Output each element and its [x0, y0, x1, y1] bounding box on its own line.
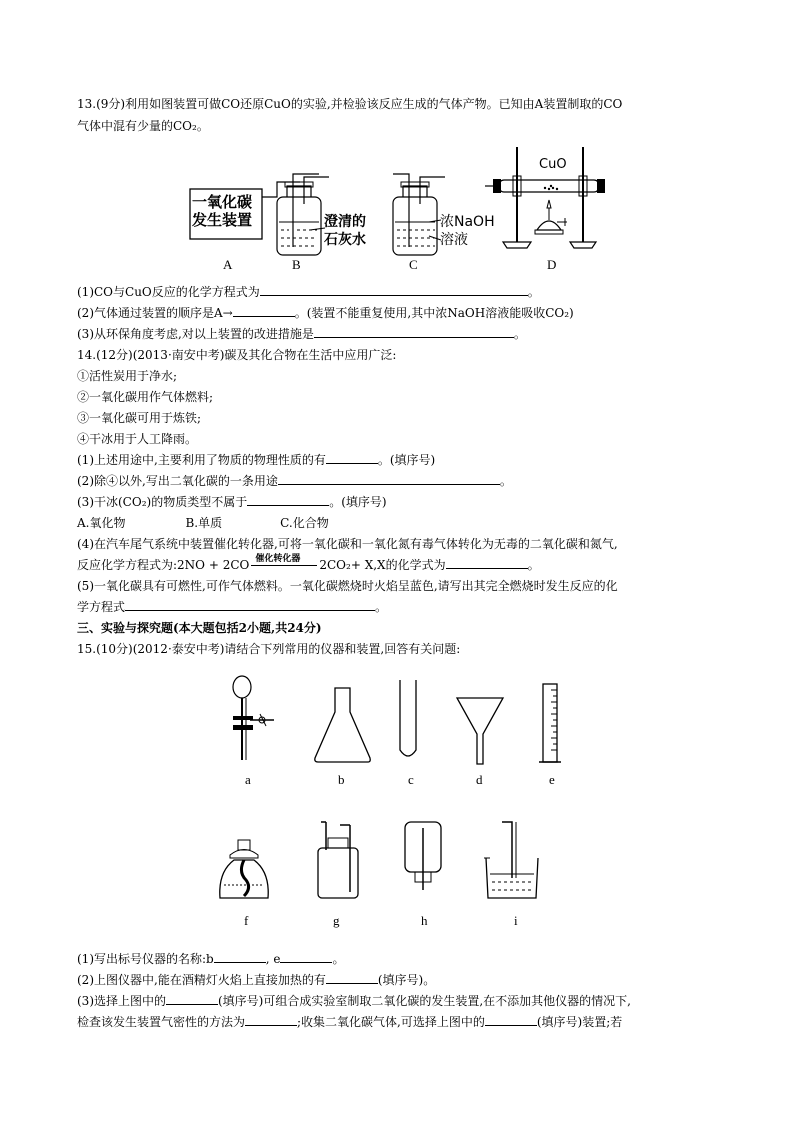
q14-item-3: ③一氧化碳可用于炼铁;	[77, 411, 202, 425]
q15-part3: (3)选择上图中的 (填序号)可组合成实验室制取二氧化碳的发生装置,在不添加其他仪器的情况下,	[77, 994, 631, 1008]
answer-blank[interactable]	[326, 452, 378, 464]
answer-blank[interactable]	[260, 284, 528, 296]
instrument-b-flask	[315, 688, 370, 762]
instrument-e-cylinder	[539, 684, 561, 762]
instrument-a-funnel	[233, 676, 274, 760]
q13-stem-line1: 13.(9分)利用如图装置可做CO还原CuO的实验,并检验该反应生成的气体产物。已知由A装置制取的CO	[77, 97, 623, 111]
instrument-label-b: b	[338, 772, 345, 787]
q14-options	[77, 515, 329, 531]
q15-part3-cont: 检查该发生装置气密性的方法为 ;收集二氧化碳气体,可选择上图中的 (填序号)装置;若	[77, 1015, 623, 1029]
q14-stem: 14.(12分)(2013·南安中考)碳及其化合物在生活中应用广泛:	[77, 348, 397, 362]
instrument-h-inverted-bottle	[405, 822, 441, 890]
instrument-label-c: c	[408, 772, 414, 787]
q14-part1: (1)上述用途中,主要利用了物质的物理性质的有 。(填序号)	[77, 453, 436, 467]
answer-blank[interactable]	[314, 326, 514, 338]
section-3-heading: 三、实验与探究题(本大题包括2小题,共24分)	[77, 621, 322, 635]
q15-instruments-figure	[200, 660, 600, 940]
option-a: A.氧化物	[77, 516, 126, 530]
figure-label-d: D	[547, 257, 557, 272]
apparatus-c-bottle	[393, 174, 445, 255]
answer-blank[interactable]	[125, 599, 375, 611]
instrument-i-beaker	[484, 822, 538, 898]
q14-part5-cont: 学方程式 。	[77, 600, 388, 614]
q13-part1: (1)CO与CuO反应的化学方程式为 。	[77, 285, 540, 299]
figure-label-c: C	[409, 257, 418, 272]
answer-blank[interactable]	[326, 972, 378, 984]
q15-stem: 15.(10分)(2012·泰安中考)请结合下列常用的仪器和装置,回答有关问题:	[77, 642, 461, 656]
apparatus-b-bottle	[277, 174, 329, 255]
answer-blank[interactable]	[280, 951, 332, 963]
apparatus-c-label: 浓NaOH 溶液	[440, 214, 495, 248]
instrument-label-d: d	[476, 772, 483, 787]
q14-part2: (2)除④以外,写出二氧化碳的一条用途 。	[77, 474, 512, 488]
figure-label-b: B	[292, 257, 301, 272]
q14-part5: (5)一氧化碳具有可燃性,可作气体燃料。一氧化碳燃烧时火焰呈蓝色,请写出其完全燃烧时发生反应的化	[77, 579, 618, 593]
q14-item-4: ④干冰用于人工降雨。	[77, 432, 198, 446]
q14-part4-equation: 反应化学方程式为:2NO + 2CO 催化转化器 2CO₂+ X,X的化学式为 。	[77, 557, 540, 573]
instrument-label-a: a	[245, 772, 251, 787]
apparatus-b-label: 澄清的 石灰水	[324, 214, 366, 248]
answer-blank[interactable]	[214, 951, 266, 963]
instrument-f-alcohol-lamp	[220, 840, 268, 898]
catalyst-label: 催化转化器	[255, 554, 301, 564]
answer-blank[interactable]	[166, 993, 218, 1005]
instrument-c-test-tube	[400, 680, 416, 756]
apparatus-a-label: 一氧化碳 发生装置	[192, 193, 253, 229]
answer-blank[interactable]	[245, 1014, 297, 1026]
instrument-g-gas-bottle	[318, 822, 358, 898]
instrument-label-h: h	[421, 913, 428, 928]
q13-part3: (3)从环保角度考虑,对以上装置的改进措施是 。	[77, 327, 526, 341]
q14-item-1: ①活性炭用于净水;	[77, 369, 178, 383]
option-b: B.单质	[185, 516, 223, 530]
q15-part2: (2)上图仪器中,能在酒精灯火焰上直接加热的有 (填序号)。	[77, 973, 436, 987]
q15-part1: (1)写出标号仪器的名称:b , e 。	[77, 952, 345, 966]
q14-part4: (4)在汽车尾气系统中装置催化转化器,可将一氧化碳和一氧化氮有毒气体转化为无毒的二氧化碳和氮气,	[77, 537, 618, 551]
q13-part2: (2)气体通过装置的顺序是A→ 。(装置不能重复使用,其中浓NaOH溶液能吸收CO₂)	[77, 306, 574, 320]
answer-blank[interactable]	[233, 305, 295, 317]
instrument-label-g: g	[333, 913, 340, 928]
figure-label-a: A	[223, 257, 233, 272]
answer-blank[interactable]	[278, 473, 500, 485]
option-c: C.化合物	[280, 516, 329, 530]
answer-blank[interactable]	[247, 494, 329, 506]
instrument-label-i: i	[514, 913, 518, 928]
instrument-d-funnel	[457, 698, 503, 764]
answer-blank[interactable]	[446, 557, 528, 569]
instrument-label-f: f	[244, 913, 249, 928]
cuo-label: CuO	[539, 157, 567, 172]
answer-blank[interactable]	[485, 1014, 537, 1026]
instrument-label-e: e	[549, 772, 555, 787]
catalyst-arrow	[249, 554, 319, 569]
q14-part3: (3)干冰(CO₂)的物质类型不属于 。(填序号)	[77, 495, 387, 509]
q14-item-2: ②一氧化碳用作气体燃料;	[77, 390, 214, 404]
q13-stem-line2: 气体中混有少量的CO₂。	[77, 119, 209, 133]
